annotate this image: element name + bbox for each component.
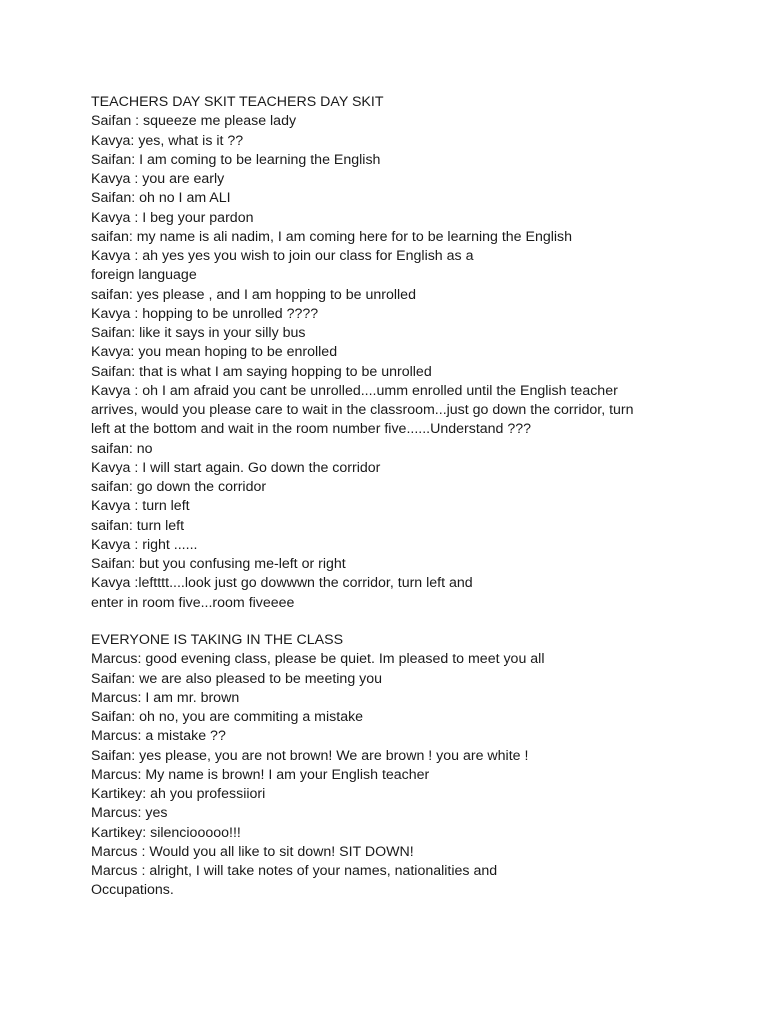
dialogue-line: Saifan: yes please, you are not brown! We are brown ! you are white ! (91, 747, 529, 764)
section-heading: TEACHERS DAY SKIT TEACHERS DAY SKIT (91, 94, 384, 110)
dialogue-line: saifan: turn left (91, 517, 185, 534)
dialogue-line: Kavya : I will start again. Go down the corridor (91, 459, 381, 476)
dialogue-line: arrives, would you please care to wait in the classroom...just go down the corridor, turn (91, 402, 634, 418)
dialogue-line: Kavya: you mean hoping to be enrolled (91, 344, 338, 361)
dialogue-line: Occupations. (91, 882, 174, 899)
dialogue-line: Marcus: yes (91, 805, 168, 822)
dialogue-line: Kavya : I beg your pardon (91, 209, 254, 226)
dialogue-line: Kavya :leftttt....look just go dowwwn the corridor, turn left and (91, 575, 473, 592)
dialogue-line: foreign language (91, 267, 197, 284)
dialogue-line: Kavya : ah yes yes you wish to join our class for English as a (91, 248, 474, 264)
dialogue-line: Saifan: oh no I am ALI (91, 190, 231, 207)
dialogue-line: saifan: yes please , and I am hopping to be unrolled (91, 286, 416, 303)
dialogue-line: Saifan: oh no, you are commiting a mistake (91, 709, 364, 725)
dialogue-line: Saifan: I am coming to be learning the English (91, 151, 381, 168)
dialogue-line: saifan: go down the corridor (91, 479, 267, 495)
skit-scene-2 (91, 631, 731, 901)
dialogue-line: Marcus: I am mr. brown (91, 689, 240, 706)
dialogue-line: Kavya : right ...... (91, 536, 198, 553)
dialogue-line: Marcus: My name is brown! I am your English teacher (91, 766, 430, 783)
dialogue-line: Kavya : hopping to be unrolled ???? (91, 305, 319, 322)
dialogue-line: Marcus: good evening class, please be quiet. Im pleased to meet you all (91, 651, 545, 668)
dialogue-line: Kavya : turn left (91, 498, 190, 515)
dialogue-line: Saifan: we are also pleased to be meeting you (91, 670, 383, 687)
dialogue-line: Kartikey: silenciooooo!!! (91, 824, 241, 841)
dialogue-line: Saifan: like it says in your silly bus (91, 325, 306, 341)
dialogue-line: Kartikey: ah you professiiori (91, 786, 266, 802)
dialogue-line: saifan: no (91, 440, 153, 457)
dialogue-line: enter in room five...room fiveeee (91, 594, 295, 611)
dialogue-line: saifan: my name is ali nadim, I am coming here for to be learning the English (91, 228, 573, 245)
dialogue-line: Saifan: that is what I am saying hopping to be unrolled (91, 363, 432, 380)
dialogue-line: Marcus: a mistake ?? (91, 728, 226, 745)
section-heading: EVERYONE IS TAKING IN THE CLASS (91, 632, 344, 648)
skit-scene-1 (91, 93, 731, 613)
dialogue-line: Kavya : you are early (91, 171, 225, 187)
dialogue-line: Saifan: but you confusing me-left or right (91, 556, 346, 572)
dialogue-line: Marcus : Would you all like to sit down! SIT DOWN! (91, 843, 414, 860)
dialogue-line: Kavya : oh I am afraid you cant be unrolled....umm enrolled until the English teacher (91, 382, 618, 399)
dialogue-line: Saifan : squeeze me please lady (91, 113, 297, 130)
dialogue-line: left at the bottom and wait in the room number five......Understand ??? (91, 421, 532, 438)
dialogue-line: Kavya: yes, what is it ?? (91, 132, 244, 149)
dialogue-line: Marcus : alright, I will take notes of your names, nationalities and (91, 863, 498, 879)
